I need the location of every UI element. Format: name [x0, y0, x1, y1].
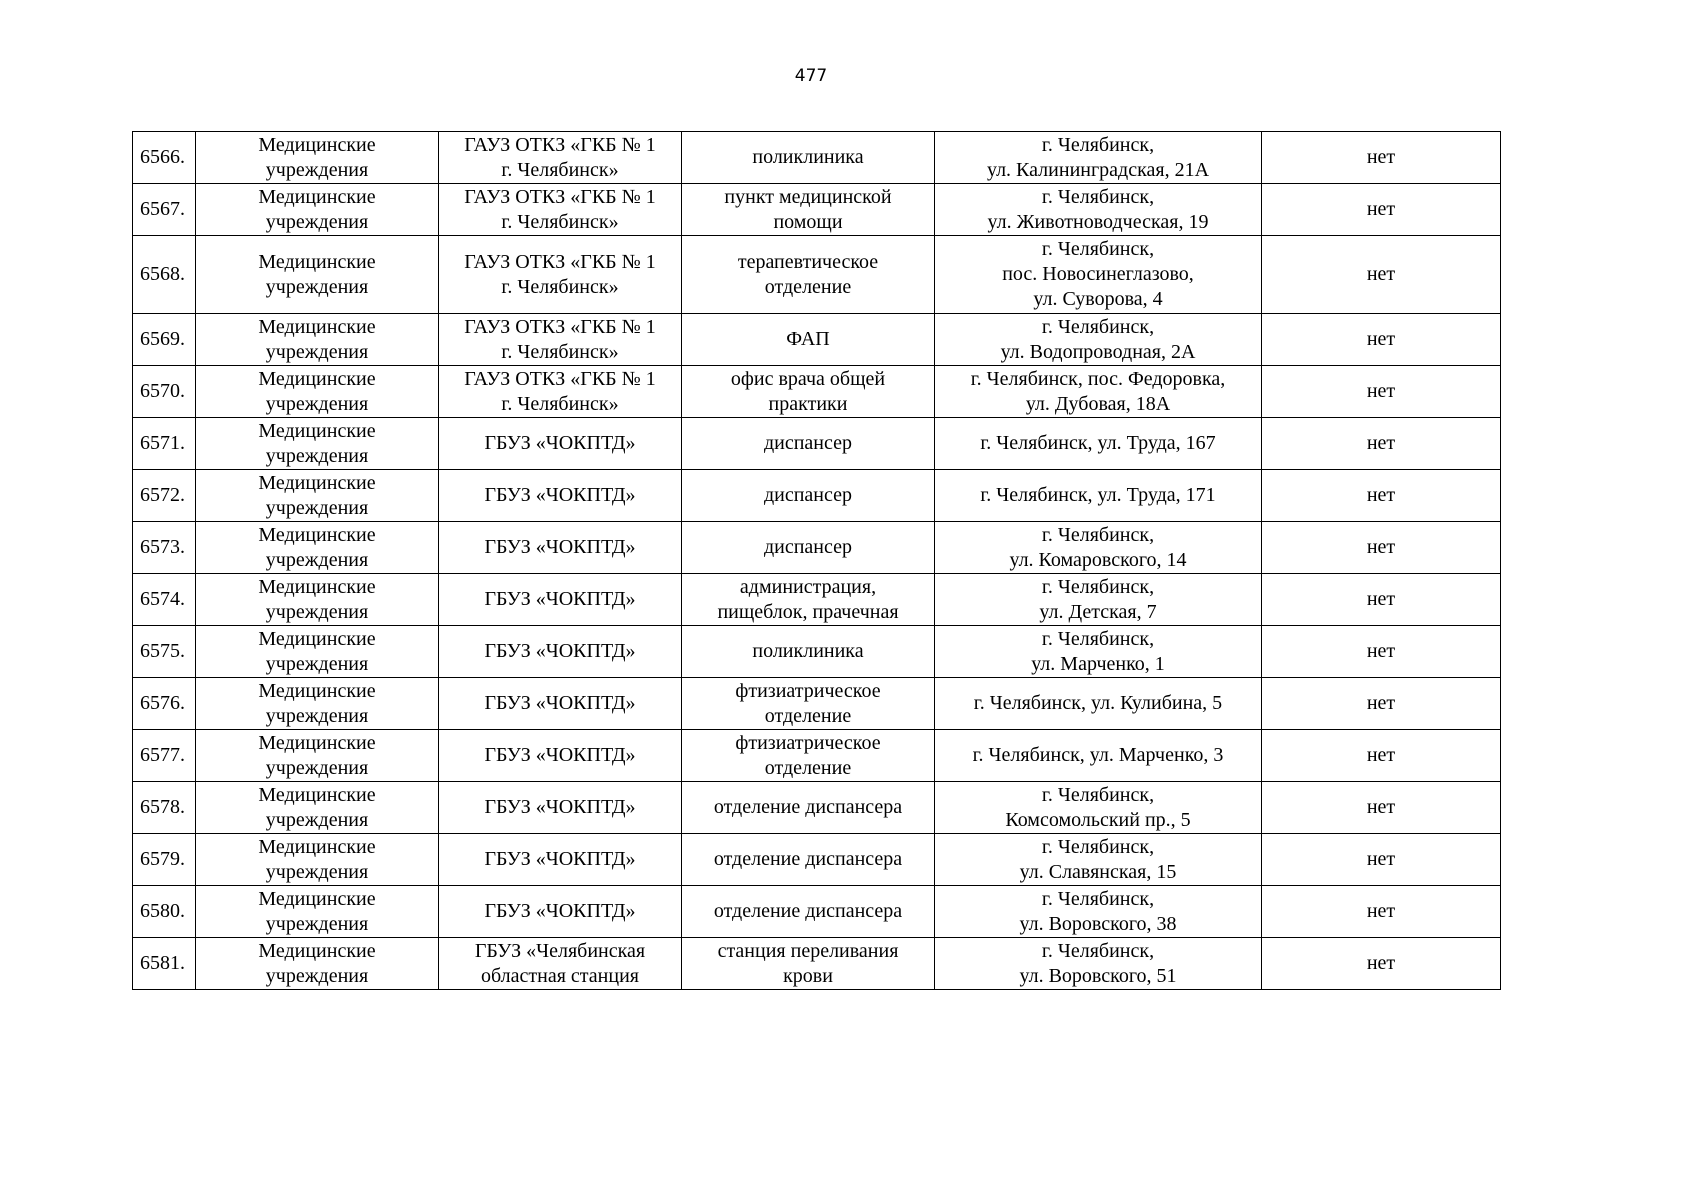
- object-cell: поликлиника: [682, 626, 935, 678]
- object-cell: диспансер: [682, 522, 935, 574]
- object-cell: терапевтическое отделение: [682, 236, 935, 314]
- category-cell: Медицинские учреждения: [196, 678, 439, 730]
- organization-cell: ГБУЗ «ЧОКПТД»: [439, 730, 682, 782]
- address-cell: г. Челябинск, ул. Животноводческая, 19: [935, 184, 1262, 236]
- category-cell: Медицинские учреждения: [196, 574, 439, 626]
- row-number: 6579.: [133, 834, 196, 886]
- organization-cell: ГАУЗ ОТКЗ «ГКБ № 1 г. Челябинск»: [439, 184, 682, 236]
- object-cell: отделение диспансера: [682, 834, 935, 886]
- category-cell: Медицинские учреждения: [196, 418, 439, 470]
- table-row: [133, 366, 1501, 418]
- address-cell: г. Челябинск, ул. Труда, 167: [935, 418, 1262, 470]
- row-number: 6575.: [133, 626, 196, 678]
- row-number: 6570.: [133, 366, 196, 418]
- object-cell: диспансер: [682, 470, 935, 522]
- object-cell: отделение диспансера: [682, 782, 935, 834]
- address-cell: г. Челябинск, ул. Славянская, 15: [935, 834, 1262, 886]
- category-cell: Медицинские учреждения: [196, 886, 439, 938]
- category-cell: Медицинские учреждения: [196, 626, 439, 678]
- category-cell: Медицинские учреждения: [196, 470, 439, 522]
- table-row: [133, 470, 1501, 522]
- flag-cell: нет: [1262, 366, 1501, 418]
- address-cell: г. Челябинск, ул. Комаровского, 14: [935, 522, 1262, 574]
- object-cell: поликлиника: [682, 132, 935, 184]
- table-row: [133, 834, 1501, 886]
- category-cell: Медицинские учреждения: [196, 184, 439, 236]
- flag-cell: нет: [1262, 236, 1501, 314]
- flag-cell: нет: [1262, 886, 1501, 938]
- row-number: 6574.: [133, 574, 196, 626]
- table-row: [133, 314, 1501, 366]
- row-number: 6567.: [133, 184, 196, 236]
- address-cell: г. Челябинск, ул. Кулибина, 5: [935, 678, 1262, 730]
- object-cell: станция переливания крови: [682, 938, 935, 990]
- row-number: 6573.: [133, 522, 196, 574]
- table-row: [133, 678, 1501, 730]
- row-number: 6566.: [133, 132, 196, 184]
- organization-cell: ГБУЗ «ЧОКПТД»: [439, 522, 682, 574]
- table-row: [133, 886, 1501, 938]
- category-cell: Медицинские учреждения: [196, 730, 439, 782]
- organization-cell: ГБУЗ «Челябинская областная станция: [439, 938, 682, 990]
- object-cell: отделение диспансера: [682, 886, 935, 938]
- flag-cell: нет: [1262, 730, 1501, 782]
- flag-cell: нет: [1262, 314, 1501, 366]
- organization-cell: ГАУЗ ОТКЗ «ГКБ № 1 г. Челябинск»: [439, 236, 682, 314]
- address-cell: г. Челябинск, ул. Труда, 171: [935, 470, 1262, 522]
- flag-cell: нет: [1262, 470, 1501, 522]
- row-number: 6581.: [133, 938, 196, 990]
- category-cell: Медицинские учреждения: [196, 834, 439, 886]
- category-cell: Медицинские учреждения: [196, 938, 439, 990]
- organization-cell: ГБУЗ «ЧОКПТД»: [439, 782, 682, 834]
- address-cell: г. Челябинск, ул. Воровского, 38: [935, 886, 1262, 938]
- address-cell: г. Челябинск, пос. Федоровка, ул. Дубовая, 18А: [935, 366, 1262, 418]
- object-cell: офис врача общей практики: [682, 366, 935, 418]
- address-cell: г. Челябинск, ул. Марченко, 3: [935, 730, 1262, 782]
- flag-cell: нет: [1262, 574, 1501, 626]
- table-row: [133, 418, 1501, 470]
- row-number: 6569.: [133, 314, 196, 366]
- object-cell: пункт медицинской помощи: [682, 184, 935, 236]
- table-row: [133, 730, 1501, 782]
- flag-cell: нет: [1262, 132, 1501, 184]
- address-cell: г. Челябинск, ул. Воровского, 51: [935, 938, 1262, 990]
- organization-cell: ГАУЗ ОТКЗ «ГКБ № 1 г. Челябинск»: [439, 366, 682, 418]
- object-cell: ФАП: [682, 314, 935, 366]
- row-number: 6577.: [133, 730, 196, 782]
- organization-cell: ГБУЗ «ЧОКПТД»: [439, 470, 682, 522]
- category-cell: Медицинские учреждения: [196, 522, 439, 574]
- row-number: 6576.: [133, 678, 196, 730]
- category-cell: Медицинские учреждения: [196, 366, 439, 418]
- row-number: 6571.: [133, 418, 196, 470]
- row-number: 6568.: [133, 236, 196, 314]
- flag-cell: нет: [1262, 938, 1501, 990]
- category-cell: Медицинские учреждения: [196, 132, 439, 184]
- flag-cell: нет: [1262, 626, 1501, 678]
- object-cell: диспансер: [682, 418, 935, 470]
- category-cell: Медицинские учреждения: [196, 314, 439, 366]
- object-cell: фтизиатрическое отделение: [682, 678, 935, 730]
- table-row: [133, 236, 1501, 314]
- row-number: 6580.: [133, 886, 196, 938]
- address-cell: г. Челябинск, ул. Детская, 7: [935, 574, 1262, 626]
- flag-cell: нет: [1262, 184, 1501, 236]
- page-number: 477: [794, 66, 828, 86]
- organization-cell: ГБУЗ «ЧОКПТД»: [439, 678, 682, 730]
- flag-cell: нет: [1262, 782, 1501, 834]
- organization-cell: ГБУЗ «ЧОКПТД»: [439, 626, 682, 678]
- category-cell: Медицинские учреждения: [196, 782, 439, 834]
- table-row: [133, 626, 1501, 678]
- flag-cell: нет: [1262, 522, 1501, 574]
- organization-cell: ГАУЗ ОТКЗ «ГКБ № 1 г. Челябинск»: [439, 314, 682, 366]
- table-row: [133, 574, 1501, 626]
- organization-cell: ГБУЗ «ЧОКПТД»: [439, 418, 682, 470]
- object-cell: фтизиатрическое отделение: [682, 730, 935, 782]
- table-row: [133, 782, 1501, 834]
- address-cell: г. Челябинск, Комсомольский пр., 5: [935, 782, 1262, 834]
- organization-cell: ГБУЗ «ЧОКПТД»: [439, 574, 682, 626]
- address-cell: г. Челябинск, ул. Калининградская, 21А: [935, 132, 1262, 184]
- table-row: [133, 522, 1501, 574]
- registry-table: [132, 131, 1501, 990]
- organization-cell: ГБУЗ «ЧОКПТД»: [439, 834, 682, 886]
- table-row: [133, 184, 1501, 236]
- address-cell: г. Челябинск, пос. Новосинеглазово, ул. Суворова, 4: [935, 236, 1262, 314]
- organization-cell: ГАУЗ ОТКЗ «ГКБ № 1 г. Челябинск»: [439, 132, 682, 184]
- organization-cell: ГБУЗ «ЧОКПТД»: [439, 886, 682, 938]
- object-cell: администрация, пищеблок, прачечная: [682, 574, 935, 626]
- category-cell: Медицинские учреждения: [196, 236, 439, 314]
- flag-cell: нет: [1262, 678, 1501, 730]
- table-row: [133, 938, 1501, 990]
- table-row: [133, 132, 1501, 184]
- flag-cell: нет: [1262, 834, 1501, 886]
- row-number: 6572.: [133, 470, 196, 522]
- flag-cell: нет: [1262, 418, 1501, 470]
- address-cell: г. Челябинск, ул. Марченко, 1: [935, 626, 1262, 678]
- address-cell: г. Челябинск, ул. Водопроводная, 2А: [935, 314, 1262, 366]
- row-number: 6578.: [133, 782, 196, 834]
